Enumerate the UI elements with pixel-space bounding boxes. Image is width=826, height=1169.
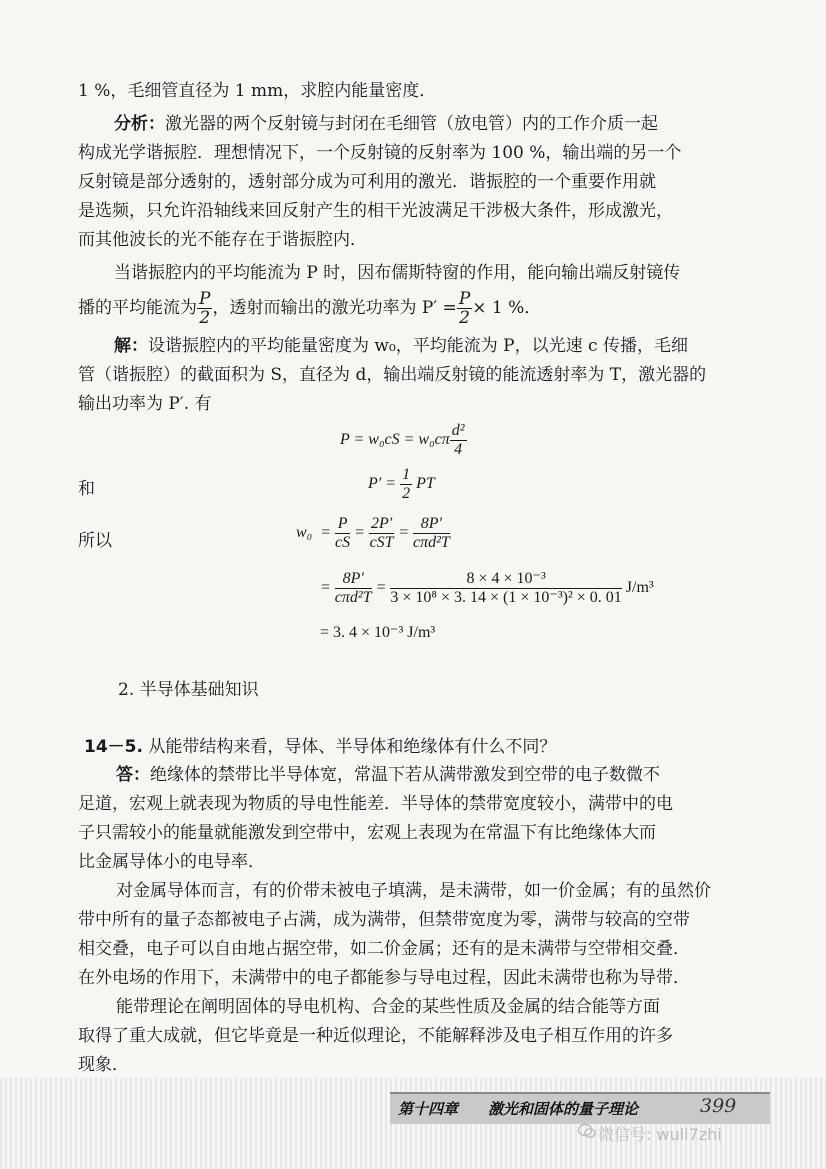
analysis-line-2: 构成光学谐振腔．理想情况下，一个反射镜的反射率为 100 %，输出端的另一个 [78, 143, 682, 163]
answer-line-4: 比金属导体小的电导率． [78, 852, 265, 872]
analysis-line-4: 是选频，只允许沿轴线来回反射产生的相干光波满足干涉极大条件，形成激光， [78, 201, 673, 221]
question-line: 14－5. 从能带结构来看，导体、半导体和绝缘体有什么不同？ [84, 737, 557, 757]
answer-label: 答： [116, 765, 150, 785]
metal-line-1: 对金属导体而言，有的价带未被电子填满，是未满带，如一价金属；有的虽然价 [116, 881, 711, 901]
equation-output-power: P′ = $\frac{1}{2}$ PT [368, 465, 435, 502]
brewster-line-1: 当谐振腔内的平均能流为 P 时，因布儒斯特窗的作用，能向输出端反射镜传 [114, 263, 681, 283]
fraction-p-over-2: $\frac{P}{2}$ [199, 289, 211, 328]
problem-tail: 1 %，毛细管直径为 1 mm，求腔内能量密度． [78, 81, 437, 101]
equation-power: P = w₀cS = w₀cπ $\frac{\text{d²}}{4}$ [340, 421, 465, 458]
equation-energy-density: w₀ = $\frac{P}{cS}$ = $\frac{2P'}{\text{cST}}$ = $\frac{8P'}{\text{cπd²T}}$ [296, 514, 450, 551]
label-he: 和 [78, 479, 95, 499]
label-suoyi: 所以 [78, 531, 112, 551]
equation-result: = 3. 4 × 10⁻³ J/m³ [320, 624, 436, 641]
answer-line-3: 子只需较小的能量就能激发到空带中，宏观上表现为在常温下有比绝缘体大而 [78, 823, 656, 843]
solution-line-3: 输出功率为 P′. 有 [78, 394, 212, 414]
theory-line-3: 现象． [78, 1055, 129, 1075]
metal-line-2: 带中所有的量子态都被电子占满，成为满带，但禁带宽度为零，满带与较高的空带 [78, 910, 690, 930]
analysis-line-5: 而其他波长的光不能存在于谐振腔内． [78, 230, 367, 250]
page-number: 399 [700, 1095, 737, 1117]
question-number: 14－5. [84, 737, 143, 757]
analysis-line-3: 反射镜是部分透射的，透射部分成为可利用的激光．谐振腔的一个重要作用就 [78, 172, 656, 192]
footer-title: 激光和固体的量子理论 [488, 1100, 639, 1118]
analysis-label: 分析： [114, 114, 165, 134]
solution-line-2: 管（谐振腔）的截面积为 S，直径为 d，输出端反射镜的能流透射率为 T，激光器的 [78, 365, 707, 385]
theory-line-2: 取得了重大成就，但它毕竟是一种近似理论，不能解释涉及电子相互作用的许多 [78, 1026, 673, 1046]
metal-line-3: 相交叠，电子可以自由地占据空带，如二价金属；还有的是未满带与空带相交叠． [78, 939, 690, 959]
solution-label: 解： [114, 336, 148, 356]
footer-chapter: 第十四章 [398, 1100, 459, 1118]
wechat-icon [578, 1123, 596, 1139]
fraction-p-over-2-b: $\frac{P}{2}$ [458, 289, 471, 328]
analysis-line-1: 分析：激光器的两个反射镜与封闭在毛细管（放电管）内的工作介质一起 [114, 114, 658, 134]
brewster-line-2: 播的平均能流为 $\frac{P}{2}$ ，透射而输出的激光功率为 P′ = $\frac{P}{2}$ × 1 %． [78, 289, 542, 328]
equation-numeric: = $\frac{8P'}{\text{cπd²T}}$ = $\frac{\text{8 × 4 × 10⁻³}}{\text{3 × 10⁸ × 3. 14 × (1 × 10⁻³)² × 0. 01}}$ J/m³ [320, 569, 654, 606]
metal-line-4: 在外电场的作用下，未满带中的电子都能参与导电过程，因此未满带也称为导带． [78, 968, 690, 988]
answer-line-2: 足道，宏观上就表现为物质的导电性能差．半导体的禁带宽度较小，满带中的电 [78, 794, 673, 814]
section-heading: 2. 半导体基础知识 [118, 680, 259, 700]
theory-line-1: 能带理论在阐明固体的导电机构、合金的某些性质及金属的结合能等方面 [116, 997, 660, 1017]
watermark: 微信号: wuli7zhi [598, 1125, 722, 1144]
answer-line-1: 答：绝缘体的禁带比半导体宽，常温下若从满带激发到空带的电子数微不 [116, 765, 660, 785]
solution-line-1: 解：设谐振腔内的平均能量密度为 w₀，平均能流为 P，以光速 c 传播，毛细 [114, 336, 688, 356]
